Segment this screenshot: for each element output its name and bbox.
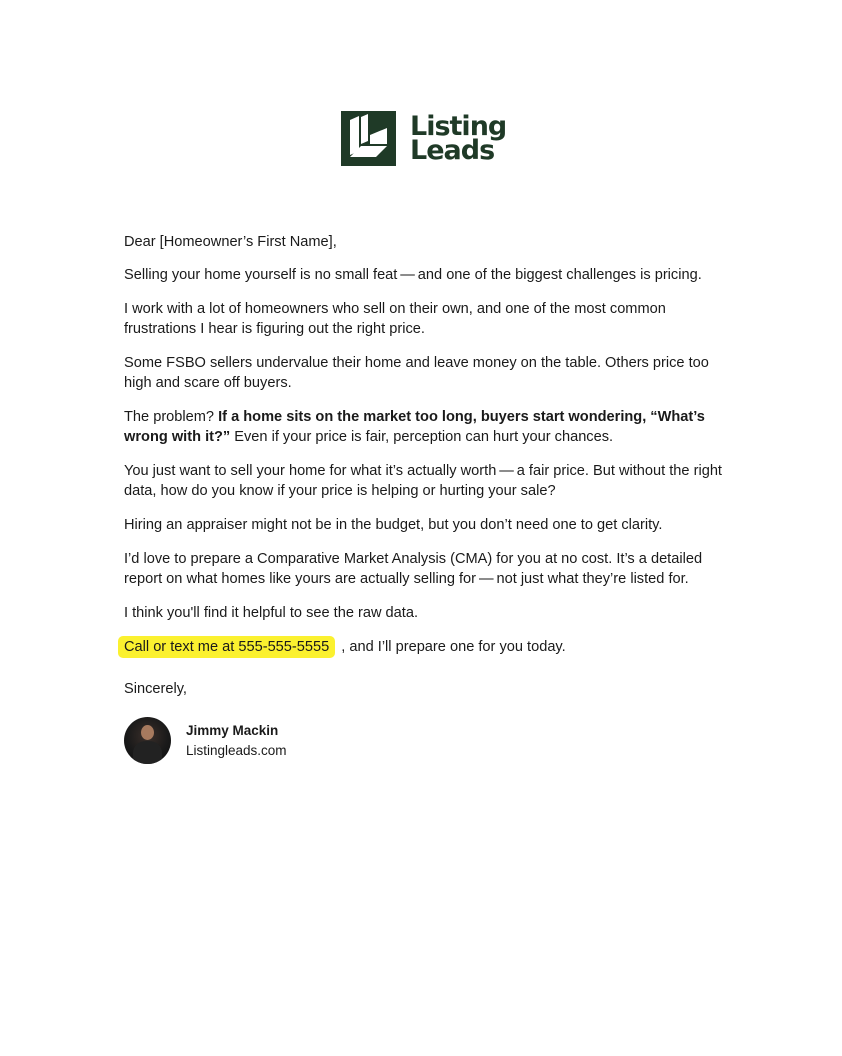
salutation: Dear [Homeowner’s First Name], (124, 234, 337, 250)
call-to-action (124, 637, 724, 657)
paragraph-5: You just want to sell your home for what it’s actually worth — a fair price. But without the right data, how do you know if your price is helping or hurting your sale? (124, 463, 722, 499)
signature-website: Listingleads.com (186, 742, 287, 758)
avatar (124, 717, 171, 764)
brand-logo (341, 111, 506, 166)
paragraph-8: I think you'll find it helpful to see the raw data. (124, 605, 419, 621)
paragraph-1: Selling your home yourself is no small feat — and one of the biggest challenges is pricing. (124, 267, 702, 283)
paragraph-4 (124, 407, 724, 447)
paragraph-4-emphasis: If a home sits on the market too long, buyers start wondering, “What’s wrong with it?” (124, 409, 705, 445)
paragraph-6: Hiring an appraiser might not be in the budget, but you don’t need one to get clarity. (124, 517, 663, 533)
cta-highlight: Call or text me at 555-555-5555 (118, 636, 335, 658)
letter-body (124, 232, 724, 764)
logo-line-1: Listing (410, 110, 507, 142)
logo-wordmark (410, 110, 507, 166)
signature-text (186, 721, 287, 761)
signature-block (124, 717, 724, 764)
paragraph-4-lead: The problem? (124, 409, 219, 425)
logo-line-2: Leads (410, 134, 495, 166)
signature-name: Jimmy Mackin (186, 722, 279, 738)
paragraph-3: Some FSBO sellers undervalue their home and leave money on the table. Others price too high and scare off buyers. (124, 355, 709, 391)
listing-leads-logo-icon (341, 111, 396, 166)
paragraph-2: I work with a lot of homeowners who sell on their own, and one of the most common frustrations I hear is figuring out the right price. (124, 301, 666, 337)
closing: Sincerely, (124, 681, 187, 697)
cta-tail: , and I’ll prepare one for you today. (341, 639, 566, 655)
paragraph-4-tail: Even if your price is fair, perception can hurt your chances. (230, 429, 614, 445)
paragraph-7: I’d love to prepare a Comparative Market Analysis (CMA) for you at no cost. It’s a detailed report on what homes like yours are actually selling for — not just what they’re listed for. (124, 551, 703, 587)
